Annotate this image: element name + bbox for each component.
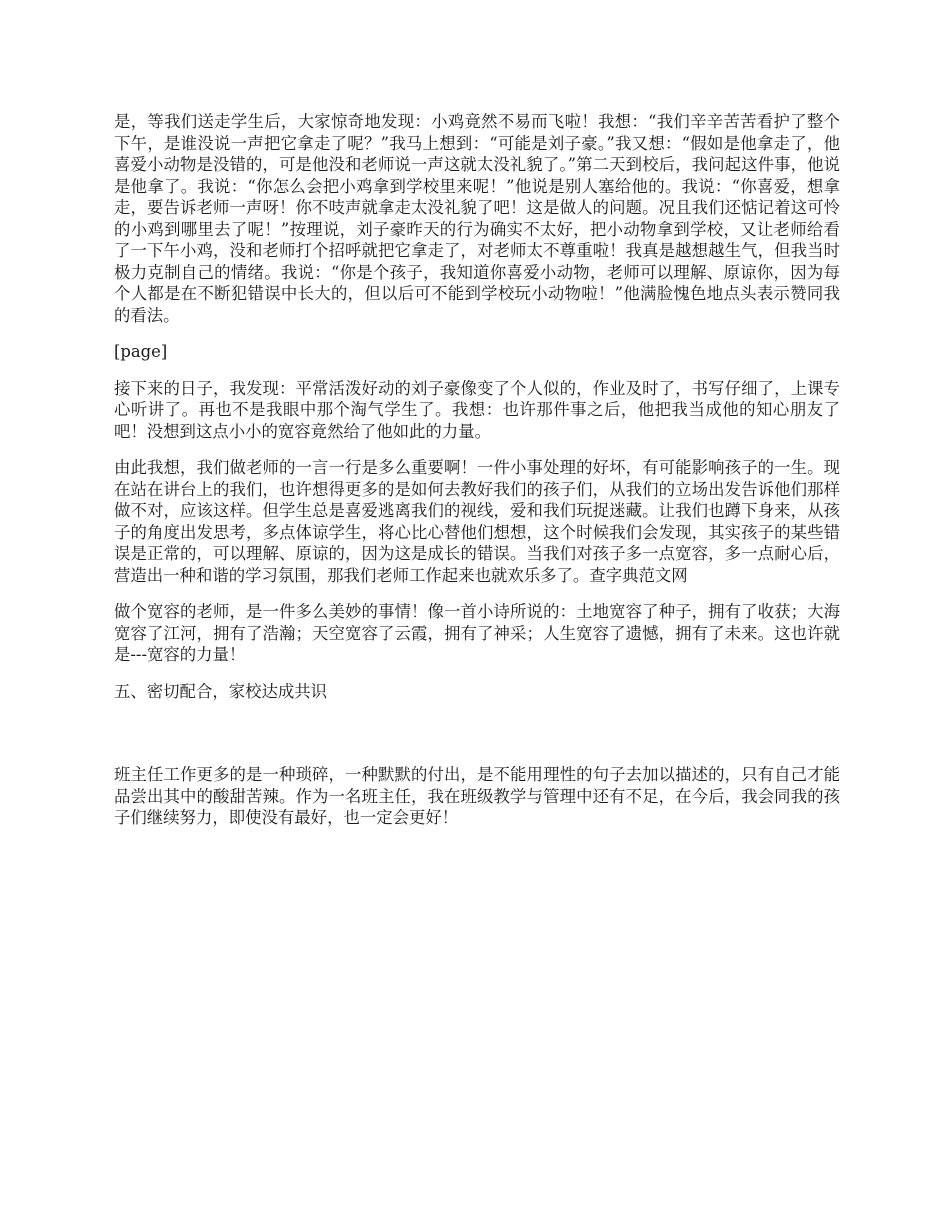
document-body (114, 111, 840, 844)
paragraph-change: 接下来的日子，我发现：平常活泼好动的刘子豪像变了个人似的，作业及时了，书写仔细了，上课专心听讲了。再也不是我眼中那个淘气学生了。我想：也许那件事之后，他把我当成他的知心朋友了吧！没想到这点小小的宽容竟然给了他如此的力量。 (114, 378, 840, 441)
paragraph-reflection: 由此我想，我们做老师的一言一行是多么重要啊！一件小事处理的好坏，有可能影响孩子的一生。现在站在讲台上的我们，也许想得更多的是如何去教好我们的孩子们，从我们的立场出发告诉他们那样做不对，应该这样。但学生总是喜爱逃离我们的视线，爱和我们玩捉迷藏。让我们也蹲下身来，从孩子的角度出发思考，多点体谅学生，将心比心替他们想想，这个时候我们会发现，其实孩子的某些错误是正常的，可以理解、原谅的，因为这是成长的错误。当我们对孩子多一点宽容，多一点耐心后，营造出一种和谐的学习氛围，那我们老师工作起来也就欢乐多了。查字典范文网 (114, 458, 840, 585)
page-marker: [page] (114, 342, 168, 361)
section-heading: 五、密切配合，家校达成共识 (114, 681, 328, 701)
paragraph-conclusion: 班主任工作更多的是一种琐碎，一种默默的付出，是不能用理性的句子去加以描述的，只有自己才能品尝出其中的酸甜苦辣。作为一名班主任，我在班级教学与管理中还有不足，在今后，我会同我的孩子们继续努力，即使没有最好，也一定会更好！ (114, 765, 840, 827)
paragraph-chick-story: 是，等我们送走学生后，大家惊奇地发现：小鸡竟然不易而飞啦！我想：“我们辛辛苦苦看护了整个下午，是谁没说一声把它拿走了呢？”我马上想到：“可能是刘子豪。”我又想：“假如是他拿走了，他喜爱小动物是没错的，可是他没和老师说一声这就太没礼貌了。”第二天到校后，我问起这件事，他说是他拿了。我说：“你怎么会把小鸡拿到学校里来呢！”他说是别人塞给他的。我说：“你喜爱，想拿走，要告诉老师一声呀！你不吱声就拿走太没礼貌了吧！这是做人的问题。况且我们还惦记着这可怜的小鸡到哪里去了呢！”按理说，刘子豪昨天的行为确实不太好，把小动物拿到学校，又让老师给看了一下午小鸡，没和老师打个招呼就把它拿走了，对老师太不尊重啦！我真是越想越生气，但我当时极力克制自己的情绪。我说：“你是个孩子，我知道你喜爱小动物，老师可以理解、原谅你，因为每个人都是在不断犯错误中长大的，但以后可不能到学校玩小动物啦！”他满脸愧色地点头表示赞同我的看法。 (114, 112, 840, 325)
paragraph-tolerance: 做个宽容的老师，是一件多么美妙的事情！像一首小诗所说的：土地宽容了种子，拥有了收获；大海宽容了江河，拥有了浩瀚；天空宽容了云霞，拥有了神采；人生宽容了遗憾，拥有了未来。这也许就是---宽容的力量！ (114, 602, 840, 664)
